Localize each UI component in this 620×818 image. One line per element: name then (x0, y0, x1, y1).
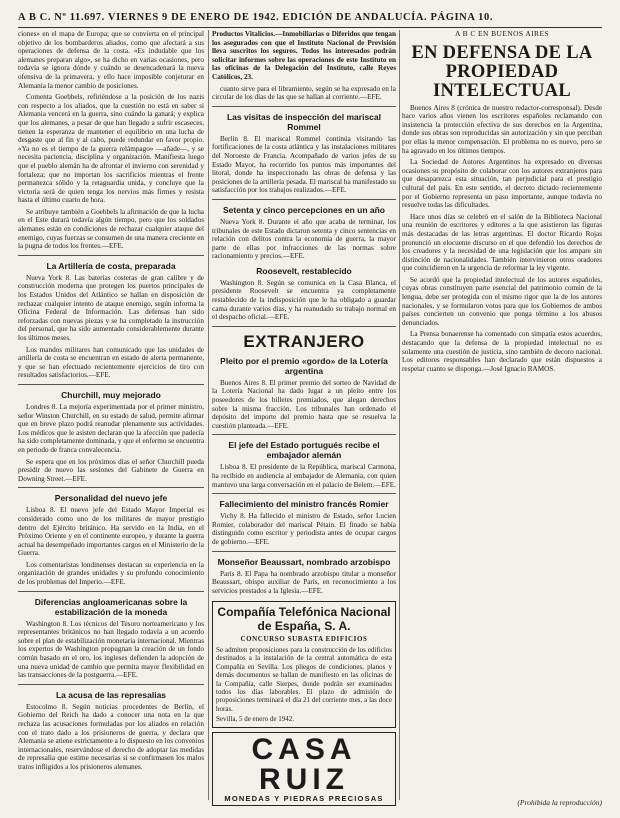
article-text: Londres 8. La mejoría experimentada por el primer ministro, señor Winston Churchill, en su estado de salud, permite afirmar que en breve plazo podrá reanudar plenamente sus actividades. Los médicos que le asisten declaran que la afección que padecía ha sido completamente dominada, y que el enfermo se encuentra en periodo de franca convalecencia. (18, 402, 205, 454)
divider (18, 487, 204, 488)
kicker: A B C EN BUENOS AIRES (454, 29, 550, 38)
article-text: Se acordó que la propiedad intelectual de los autores españoles, cuyas obras constituyen parte esencial del patrimonio común de la lengua, debe ser protegida con el mismo rigor que la de los autores nacionales, y se formularon votos para que los Gobiernos de ambos países concierten un convenio que ponga término a los abusos denunciados. (402, 275, 602, 327)
headline: Personalidad del nuevo jefe (54, 493, 168, 504)
column-left (18, 30, 204, 790)
reproduction-note: (Prohibida la reproducción) (517, 798, 602, 807)
headline: La acusa de las represalias (55, 689, 167, 700)
section-title: EXTRANJERO (243, 331, 365, 351)
divider (18, 384, 204, 385)
masthead: A B C. Nº 11.697. VIERNES 9 DE ENERO DE 1942. EDICIÓN DE ANDALUCÍA. PÁGINA 10. (18, 12, 494, 23)
headline: Roosevelt, restablecido (256, 265, 352, 276)
ad-body: Se admiten proposiciones para la construcción de los edificios destinados a la instalación de la central automática de esta Compañía en Sevilla. Los pliegos de condiciones, planos y demás documentos se hallan de manifiesto en las oficinas de la Compañía, calle Sierpes, donde podrán ser examinados todos los días laborables. El plazo de admisión de proposiciones terminará el día 21 del corriente mes, a las doce horas. (216, 645, 392, 713)
ad-signature: Sevilla, 5 de enero de 1942. (216, 715, 294, 724)
casa-ruiz-tagline: MONEDAS Y PIEDRAS PRECIOSAS (212, 795, 396, 807)
article-text: Lisboa 8. El nuevo jefe del Estado Mayor Imperial es considerado como uno de los militares de mayor prestigio dentro del Ejército británico. Ha servido en la India, en el Próximo Oriente y en el continente europeo, y durante la guerra actual ha desempeñado importantes cargos en el Ministerio de la Guerra. (18, 506, 204, 558)
divider (212, 326, 396, 327)
casa-ruiz-ad: CASA RUIZ (212, 732, 396, 795)
article-text: Berlín 8. El mariscal Rommel continúa visitando las fortificaciones de la costa atlántica y las instalaciones militares del Noroeste de Francia. Acompañado de varios jefes de su Estado Mayor, ha recorrido los puntos más importantes del litoral, donde ha inspeccionado las obras de defensa y las posiciones de la artillería pesada. El mariscal ha manifestado su satisfacción por los trabajos realizados.—EFE. (212, 134, 396, 195)
article-text: La Sociedad de Autores Argentinos ha expresado en diversas ocasiones su propósito de colaborar con los autores extranjeros para que desaparezca esta situación, tan perjudicial para el prestigio cultural del país. En este sentido, el decreto dictado recientemente por el Gobierno representa un paso importante, aunque todavía no resuelve todas las dificultades. (402, 158, 602, 210)
headline: Setenta y cinco percepciones en un año (222, 204, 386, 215)
article-text: Los mandos militares han comunicado que las unidades de artillería de costa se encuentran en estado de alerta permanente, y que se han efectuado recientemente ejercicios de tiro con resultados satisfactorios.—EFE. (18, 345, 204, 380)
headline: Fallecimiento del ministro francés Romier (219, 499, 389, 510)
headline: La Artillería de costa, preparada (46, 260, 176, 271)
article-text: ciones» en el mapa de Europa; que se convierta en el principal objetivo de los bombarderos aliados, como que afectará a sus operaciones de defensa de la costa. «Es indudable que los alemanes preparan algo», se ha dicho en varias ocasiones, pero todavía se ignora dónde y cuándo se desencadenará la nueva ofensiva de la primavera, y ello hace imposible conjeturar en Alemania la menor cambio de posiciones. (18, 30, 204, 90)
headline: Diferencias angloamericanas sobre la estabilización de la moneda (34, 596, 188, 617)
divider (212, 106, 396, 107)
ad-title: Compañía Telefónica Nacional de España, S. A. (217, 605, 391, 634)
article-text: cuanto sirve para el libramiento, según se ha expresado en la circular de los días de las que se hallan al corriente.—EFE. (212, 84, 396, 102)
divider (18, 591, 204, 592)
divider (212, 551, 396, 552)
column-middle (212, 30, 396, 803)
telefonica-ad (212, 601, 396, 727)
article-text: Se atribuye también a Goebbels la afirmación de que la lucha en el Este durará todavía algún tiempo, pero que los soldados alemanes están en condiciones de rechazar cualquier ataque del enemigo, cuyas fuerzas se consumen de una manera creciente en la pugna de todos los frentes.—EFE. (18, 207, 204, 251)
column-right (402, 30, 602, 808)
article-text: Se espera que en los próximos días el señor Churchill pueda presidir de nuevo las sesiones del Gabinete de Guerra en Downing Street.—EFE. (18, 457, 204, 483)
column-divider (399, 30, 400, 800)
article-text: Washington 8. Los técnicos del Tesoro norteamericano y los representantes británicos no han llegado todavía a un acuerdo sobre el plan de estabilización monetaria internacional. Mientras los expertos de Washington propugnan la creación de un fondo común basado en el oro, los ingleses defienden la adopción de una nueva unidad de cambio que permita mayor flexibilidad en las transacciones de la postguerra.—EFE. (18, 619, 204, 680)
article-text: Buenos Aires 8. El primer premio del sorteo de Navidad de la Lotería Nacional ha dado lugar a un pleito entre los poseedores de los billetes premiados, que alegan derechos sobre la misma fracción. Los tribunales han ordenado el depósito del importe del premio hasta que se resuelva la cuestión planteada.—EFE. (212, 378, 396, 430)
article-text: Washington 8. Según se comunica en la Casa Blanca, el presidente Roosevelt se encuentra ya completamente restablecido de la indisposición que le ha obligado a guardar cama durante varios días, y ha reanudado su trabajo normal en el despacho oficial.—EFE. (212, 278, 396, 322)
ad-subtitle: CONCURSO SUBASTA EDIFICIOS (240, 635, 368, 644)
article-text: Lisboa 8. El presidente de la República, mariscal Carmona, ha recibido en audiencia al embajador de Alemania, con quien mantuvo una larga conversación en el palacio de Belem.—EFE. (212, 463, 396, 489)
divider (212, 199, 396, 200)
divider (18, 255, 204, 256)
article-text: Nueva York 8. Durante el año que acaba de terminar, los tribunales de este Estado dictaron setenta y cinco sentencias en relación con delitos contra la economía de guerra, la mayor parte de ellas por infracciones de las normas sobre racionamiento y precios.—EFE. (212, 217, 396, 261)
article-text: Hace unos días se celebró en el salón de la Biblioteca Nacional una reunión de escritores y editores a la que asistieron las figuras más destacadas de las letras argentinas. El doctor Ricardo Rojas pronunció un elocuente discurso en el que defendió los derechos de los creadores y la necesidad de una legislación que los ampare sin distinción de nacionalidades. También intervinieron otros oradores que coincidieron en la urgencia de reformar la ley vigente. (402, 212, 602, 273)
article-text: París 8. El Papa ha nombrado arzobispo titular a monseñor Beaussart, obispo auxiliar de París, en reconocimiento a los servicios prestados a la Iglesia.—EFE. (212, 569, 396, 595)
article-text: Estocolmo 8. Según noticias procedentes de Berlín, el Gobierno del Reich ha dado a conocer una nota en la que rechaza las acusaciones formuladas por los aliados en relación con el trato dado a los prisioneros de guerra, y declara que Alemania se atiene estrictamente a lo dispuesto en los convenios internacionales, reservándose el derecho de adoptar las medidas de represalia que estime necesarias si se confirmasen los malos tratos infligidos a los prisioneros alemanes. (18, 702, 204, 771)
article-text: Productos Vitalicios.—Inmobiliarias o Diferidos que tengan los asegurados con que el Instituto Nacional de Previsión lleva suscritos los seguros. Todos los interesados podrán solicitar informes sobre las operaciones de este Instituto en las oficinas de la Delegación del Instituto, calle Reyes Católicos, 23. (212, 30, 396, 81)
headline: Monseñor Beaussart, nombrado arzobispo (217, 556, 391, 567)
article-text: Nueva York 8. Las baterías costeras de gran calibre y de construcción moderna que protegen los puertos principales de los Estados Unidos del Atlántico se hallan en disposición de rechazar cualquier intento de ataque enemigo, según informa la Oficina Federal de Información. Las defensas han sido reforzadas con nuevas piezas y se ha completado la instrucción del personal, que ha sido aumentado considerablemente durante los últimos meses. (18, 273, 204, 342)
headline: El jefe del Estado portugués recibe el embajador alemán (228, 440, 380, 461)
column-divider (208, 30, 209, 800)
article-text: Los comentaristas londinenses destacan su experiencia en la organización de grandes unidades y su profundo conocimiento de los problemas del Imperio.—EFE. (18, 560, 204, 587)
headline: Pleito por el premio «gordo» de la Lotería argentina (220, 355, 388, 376)
main-headline: EN DEFENSA DE LA PROPIEDAD INTELECTUAL (411, 42, 593, 101)
article-text: Buenos Aires 8 (crónica de nuestro redactor-corresponsal). Desde hace varios años vienen los escritores españoles reclamando con insistencia la protección efectiva de sus derechos en la Argentina, donde sus obras son reproducidas sin autorización y sin que perciban por ellas la menor compensación. El problema no es nuevo, pero se ha agravado en los últimos tiempos. (402, 103, 602, 155)
article-text: Comenta Goebbels, refiriéndose a la posición de los nazis con respecto a los aliados, que la cuestión no está en saber si Alemania vencerá en la guerra, sino cuándo la ganará; y explica que los alemanes, a pesar de que han llegado a sufrir escaseces, tienen la esperanza de mantener el equilibrio en una lucha de desgaste que al fin y al cabo, puede redundar en favor propio. «Ya no es el tiempo de la guerra relámpago» —añade—, y se necesita paciencia, disciplina y organización. Manifiesta luego que el pueblo alemán ha de afrontar el invierno con serenidad y fortaleza; que no importan los sacrificios mientras el frente permanezca sólido y la retaguardia unida, y concluye que la victoria será de quien tenga los nervios más firmes y resista hasta el último cuarto de hora. (18, 93, 204, 205)
headline: Las visitas de inspección del mariscal Rommel (226, 111, 382, 132)
divider (18, 684, 204, 685)
headline: Churchill, muy mejorado (61, 389, 161, 400)
divider (212, 434, 396, 435)
divider (212, 493, 396, 494)
header-rule (18, 27, 602, 28)
article-text: La Prensa bonaerense ha comentado con simpatía estos acuerdos, destacando que la defensa de la propiedad intelectual no es solamente una cuestión de justicia, sino también de decoro nacional. Los editores responsables han declarado que están dispuestos a respetar cuanto se disponga.—José Ignacio RAMOS. (402, 330, 602, 373)
article-text: Vichy 8. Ha fallecido el ministro de Estado, señor Lucien Romier, colaborador del mariscal Pétain. El finado se había distinguido como escritor y periodista antes de ocupar cargos de gobierno.—EFE. (212, 512, 396, 546)
